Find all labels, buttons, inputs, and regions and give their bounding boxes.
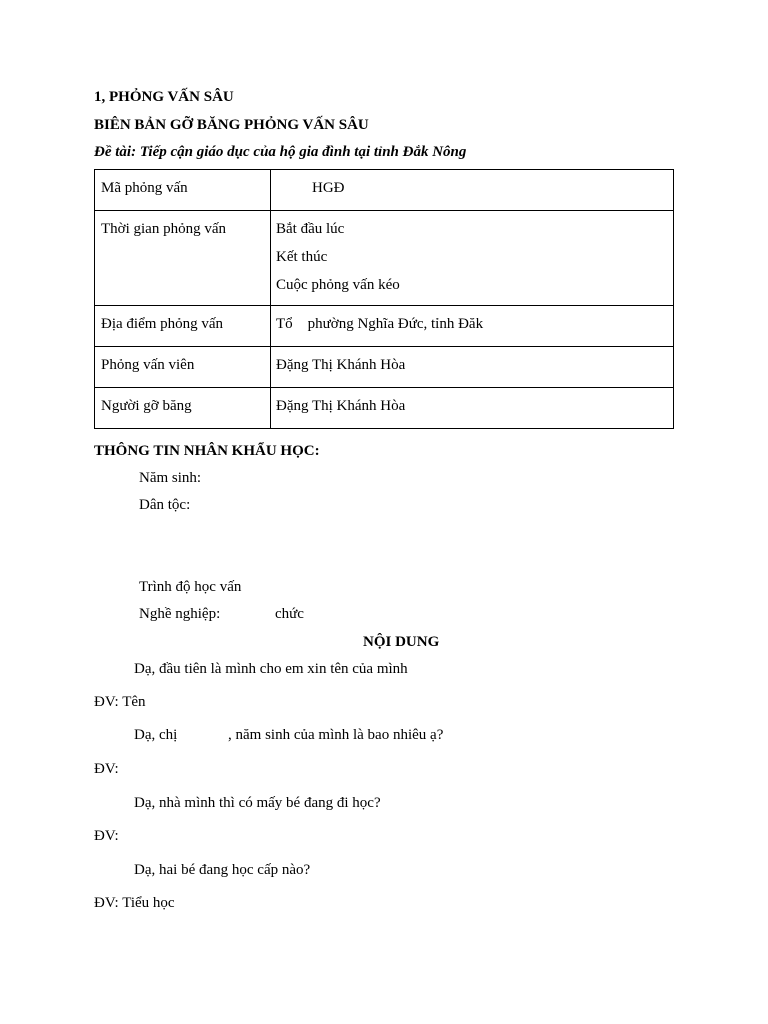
start-time-line: Bắt đầu lúc — [276, 221, 345, 237]
content-heading: NỘI DUNG — [363, 634, 440, 650]
table-row — [95, 306, 674, 347]
interview-code-value: HGĐ — [312, 180, 345, 196]
table-cell-value — [271, 388, 674, 429]
question-line: Dạ, đầu tiên là mình cho em xin tên của mình — [134, 661, 408, 677]
table-row — [95, 211, 674, 306]
location-value: Tổ phường Nghĩa Đức, tỉnh Đăk — [276, 316, 484, 332]
education-label: Trình độ học vấn — [139, 579, 242, 595]
question-line: Dạ, hai bé đang học cấp nào? — [134, 862, 311, 878]
question-line: Dạ, chị — [134, 727, 178, 743]
question-line: Dạ, nhà mình thì có mấy bé đang đi học? — [134, 795, 381, 811]
demographics-heading: THÔNG TIN NHÂN KHẨU HỌC: — [94, 443, 320, 459]
table-cell-label: Địa điểm phỏng vấn — [95, 306, 271, 347]
table-cell-value — [271, 170, 674, 211]
table-cell-label: Người gỡ băng — [95, 388, 271, 429]
table-cell-label: Mã phỏng vấn — [95, 170, 271, 211]
question-line-continued: , năm sinh của mình là bao nhiêu ạ? — [228, 727, 444, 743]
table-row — [95, 388, 674, 429]
end-time-line: Kết thúc — [276, 249, 328, 265]
table-cell-value — [271, 211, 674, 306]
occupation-value: chức — [275, 606, 304, 622]
table-cell-label: Phỏng vấn viên — [95, 347, 271, 388]
document-title: BIÊN BẢN GỠ BĂNG PHỎNG VẤN SÂU — [94, 117, 369, 133]
table-cell-label: Thời gian phỏng vấn — [95, 211, 271, 306]
table-row — [95, 170, 674, 211]
table-row — [95, 347, 674, 388]
answer-line: ĐV: — [94, 761, 119, 777]
duration-line: Cuộc phỏng vấn kéo — [276, 277, 400, 293]
answer-line: ĐV: Tên — [94, 694, 146, 710]
table-cell-value — [271, 306, 674, 347]
topic-line: Đề tài: Tiếp cận giáo dục của hộ gia đình tại tỉnh Đắk Nông — [94, 144, 467, 160]
section-title: 1, PHỎNG VẤN SÂU — [94, 89, 234, 105]
transcriber-value: Đặng Thị Khánh Hòa — [276, 398, 406, 414]
birth-year-label: Năm sinh: — [139, 470, 202, 486]
answer-line: ĐV: — [94, 828, 119, 844]
occupation-label: Nghề nghiệp: — [139, 606, 221, 622]
table-cell-value — [271, 347, 674, 388]
answer-line: ĐV: Tiểu học — [94, 895, 175, 911]
ethnicity-label: Dân tộc: — [139, 497, 191, 513]
interview-info-table — [94, 169, 674, 429]
interviewer-value: Đặng Thị Khánh Hòa — [276, 357, 406, 373]
